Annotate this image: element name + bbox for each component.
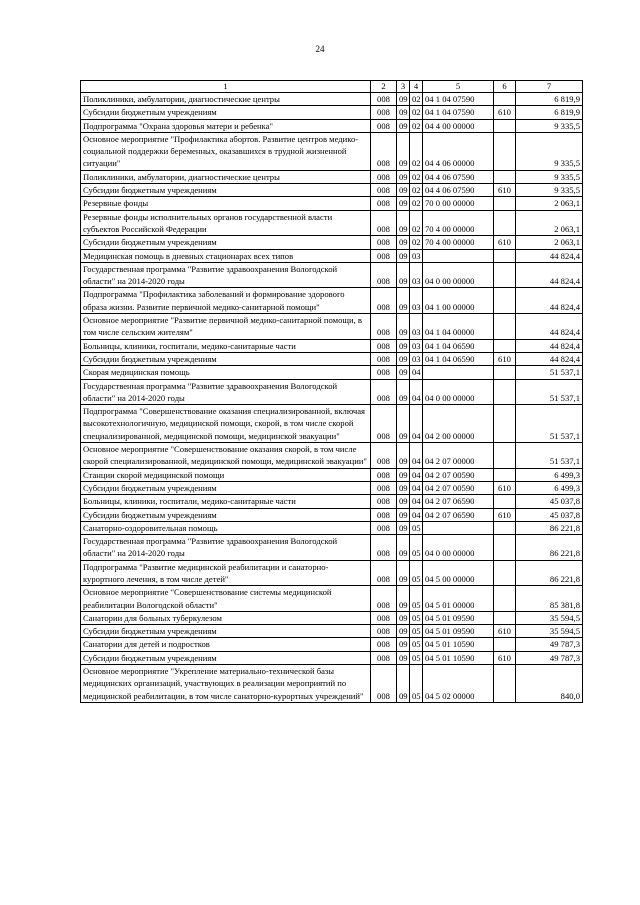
expense-type-cell: 610 bbox=[494, 184, 516, 197]
target-article-cell: 04 0 00 00000 bbox=[423, 379, 494, 405]
expense-type-cell bbox=[494, 665, 516, 703]
subsection-cell: 02 bbox=[410, 210, 423, 236]
expense-type-cell bbox=[494, 262, 516, 288]
subsection-cell: 02 bbox=[410, 236, 423, 249]
table-row bbox=[81, 288, 583, 314]
subsection-cell: 04 bbox=[410, 468, 423, 481]
row-name-cell: Санатории для детей и подростков bbox=[81, 638, 371, 651]
section-cell: 09 bbox=[397, 481, 410, 494]
amount-cell: 44 824,4 bbox=[516, 249, 583, 262]
amount-cell: 51 537,1 bbox=[516, 443, 583, 469]
target-article-cell bbox=[423, 521, 494, 534]
section-cell: 09 bbox=[397, 236, 410, 249]
table-row bbox=[81, 366, 583, 379]
section-cell: 09 bbox=[397, 184, 410, 197]
row-name-cell: Медицинская помощь в дневных стационарах всех типов bbox=[81, 249, 371, 262]
table-row bbox=[81, 405, 583, 443]
amount-cell: 9 335,5 bbox=[516, 170, 583, 183]
subsection-cell: 05 bbox=[410, 560, 423, 586]
amount-cell: 9 335,5 bbox=[516, 184, 583, 197]
subsection-cell: 04 bbox=[410, 379, 423, 405]
section-cell: 09 bbox=[397, 443, 410, 469]
section-cell: 09 bbox=[397, 405, 410, 443]
amount-cell: 86 221,8 bbox=[516, 535, 583, 561]
amount-cell: 6 499,3 bbox=[516, 481, 583, 494]
subsection-cell: 04 bbox=[410, 508, 423, 521]
ministry-code-cell: 008 bbox=[371, 249, 397, 262]
subsection-cell: 02 bbox=[410, 119, 423, 132]
amount-cell: 49 787,3 bbox=[516, 638, 583, 651]
row-name-cell: Подпрограмма "Охрана здоровья матери и ребенка" bbox=[81, 119, 371, 132]
expense-type-cell bbox=[494, 405, 516, 443]
amount-cell: 2 063,1 bbox=[516, 236, 583, 249]
table-row bbox=[81, 262, 583, 288]
amount-cell: 45 037,8 bbox=[516, 495, 583, 508]
target-article-cell: 04 1 04 07590 bbox=[423, 93, 494, 106]
ministry-code-cell: 008 bbox=[371, 197, 397, 210]
section-cell: 09 bbox=[397, 93, 410, 106]
target-article-cell: 04 5 01 09590 bbox=[423, 611, 494, 624]
table-row bbox=[81, 665, 583, 703]
expense-type-cell: 610 bbox=[494, 651, 516, 664]
subsection-cell: 05 bbox=[410, 625, 423, 638]
expense-type-cell bbox=[494, 93, 516, 106]
table-row bbox=[81, 379, 583, 405]
section-cell: 09 bbox=[397, 508, 410, 521]
table-row bbox=[81, 508, 583, 521]
target-article-cell: 04 4 06 07590 bbox=[423, 184, 494, 197]
amount-cell: 49 787,3 bbox=[516, 651, 583, 664]
expense-type-cell bbox=[494, 249, 516, 262]
subsection-cell: 03 bbox=[410, 339, 423, 352]
subsection-cell: 04 bbox=[410, 495, 423, 508]
table-row bbox=[81, 443, 583, 469]
column-header: 6 bbox=[494, 81, 516, 93]
ministry-code-cell: 008 bbox=[371, 638, 397, 651]
section-cell: 09 bbox=[397, 535, 410, 561]
table-row bbox=[81, 535, 583, 561]
table-row bbox=[81, 170, 583, 183]
ministry-code-cell: 008 bbox=[371, 379, 397, 405]
ministry-code-cell: 008 bbox=[371, 132, 397, 170]
amount-cell: 9 335,5 bbox=[516, 119, 583, 132]
subsection-cell: 04 bbox=[410, 481, 423, 494]
table-row bbox=[81, 611, 583, 624]
ministry-code-cell: 008 bbox=[371, 366, 397, 379]
expense-type-cell: 610 bbox=[494, 236, 516, 249]
subsection-cell: 04 bbox=[410, 443, 423, 469]
ministry-code-cell: 008 bbox=[371, 665, 397, 703]
table-row bbox=[81, 314, 583, 340]
row-name-cell: Поликлиники, амбулатории, диагностические центры bbox=[81, 170, 371, 183]
column-header: 3 bbox=[397, 81, 410, 93]
expense-type-cell bbox=[494, 366, 516, 379]
section-cell: 09 bbox=[397, 339, 410, 352]
table-row bbox=[81, 481, 583, 494]
amount-cell: 2 063,1 bbox=[516, 197, 583, 210]
target-article-cell: 04 4 06 07590 bbox=[423, 170, 494, 183]
target-article-cell: 04 4 00 00000 bbox=[423, 119, 494, 132]
ministry-code-cell: 008 bbox=[371, 508, 397, 521]
amount-cell: 85 381,8 bbox=[516, 586, 583, 612]
section-cell: 09 bbox=[397, 665, 410, 703]
target-article-cell: 04 2 07 06590 bbox=[423, 508, 494, 521]
amount-cell: 51 537,1 bbox=[516, 366, 583, 379]
expense-type-cell bbox=[494, 210, 516, 236]
table-row bbox=[81, 93, 583, 106]
ministry-code-cell: 008 bbox=[371, 481, 397, 494]
expense-type-cell bbox=[494, 468, 516, 481]
row-name-cell: Основное мероприятие "Укрепление материально-технической базы медицинских организаций, участвующих в реализации мероприятий по медицинской реабилитации, в том числе санаторно-курортных учреждений" bbox=[81, 665, 371, 703]
amount-cell: 35 594,5 bbox=[516, 625, 583, 638]
row-name-cell: Субсидии бюджетным учреждениям bbox=[81, 508, 371, 521]
expense-type-cell bbox=[494, 379, 516, 405]
amount-cell: 51 537,1 bbox=[516, 379, 583, 405]
subsection-cell: 02 bbox=[410, 197, 423, 210]
expense-type-cell bbox=[494, 119, 516, 132]
ministry-code-cell: 008 bbox=[371, 184, 397, 197]
expense-type-cell bbox=[494, 339, 516, 352]
target-article-cell: 04 4 06 00000 bbox=[423, 132, 494, 170]
expense-type-cell bbox=[494, 560, 516, 586]
row-name-cell: Субсидии бюджетным учреждениям bbox=[81, 481, 371, 494]
row-name-cell: Санатории для больных туберкулезом bbox=[81, 611, 371, 624]
section-cell: 09 bbox=[397, 262, 410, 288]
ministry-code-cell: 008 bbox=[371, 314, 397, 340]
section-cell: 09 bbox=[397, 288, 410, 314]
target-article-cell: 04 1 00 00000 bbox=[423, 288, 494, 314]
subsection-cell: 02 bbox=[410, 184, 423, 197]
amount-cell: 86 221,8 bbox=[516, 560, 583, 586]
row-name-cell: Субсидии бюджетным учреждениям bbox=[81, 184, 371, 197]
table-row bbox=[81, 197, 583, 210]
ministry-code-cell: 008 bbox=[371, 288, 397, 314]
row-name-cell: Больницы, клиники, госпитали, медико-санитарные части bbox=[81, 339, 371, 352]
section-cell: 09 bbox=[397, 106, 410, 119]
ministry-code-cell: 008 bbox=[371, 625, 397, 638]
subsection-cell: 02 bbox=[410, 132, 423, 170]
section-cell: 09 bbox=[397, 132, 410, 170]
row-name-cell: Государственная программа "Развитие здравоохранения Вологодской области" на 2014-2020 годы bbox=[81, 379, 371, 405]
row-name-cell: Санаторно-оздоровительная помощь bbox=[81, 521, 371, 534]
target-article-cell: 04 2 07 00590 bbox=[423, 481, 494, 494]
ministry-code-cell: 008 bbox=[371, 521, 397, 534]
expense-type-cell bbox=[494, 586, 516, 612]
table-row bbox=[81, 560, 583, 586]
target-article-cell: 04 1 04 00000 bbox=[423, 314, 494, 340]
section-cell: 09 bbox=[397, 586, 410, 612]
subsection-cell: 05 bbox=[410, 521, 423, 534]
section-cell: 09 bbox=[397, 379, 410, 405]
ministry-code-cell: 008 bbox=[371, 560, 397, 586]
amount-cell: 35 594,5 bbox=[516, 611, 583, 624]
row-name-cell: Субсидии бюджетным учреждениям bbox=[81, 236, 371, 249]
amount-cell: 44 824,4 bbox=[516, 288, 583, 314]
subsection-cell: 03 bbox=[410, 314, 423, 340]
section-cell: 09 bbox=[397, 197, 410, 210]
column-header: 4 bbox=[410, 81, 423, 93]
row-name-cell: Основное мероприятие "Совершенствование системы медицинской реабилитации Вологодской области" bbox=[81, 586, 371, 612]
section-cell: 09 bbox=[397, 521, 410, 534]
table-row bbox=[81, 586, 583, 612]
table-row bbox=[81, 210, 583, 236]
ministry-code-cell: 008 bbox=[371, 352, 397, 365]
column-header: 7 bbox=[516, 81, 583, 93]
amount-cell: 6 819,9 bbox=[516, 93, 583, 106]
section-cell: 09 bbox=[397, 210, 410, 236]
ministry-code-cell: 008 bbox=[371, 170, 397, 183]
amount-cell: 44 824,4 bbox=[516, 339, 583, 352]
row-name-cell: Основное мероприятие "Совершенствование оказания скорой, в том числе скорой специализированной, медицинской помощи, медицинской эвакуации" bbox=[81, 443, 371, 469]
amount-cell: 45 037,8 bbox=[516, 508, 583, 521]
target-article-cell: 70 0 00 00000 bbox=[423, 197, 494, 210]
row-name-cell: Резервные фонды исполнительных органов государственной власти субъектов Российской Федерации bbox=[81, 210, 371, 236]
subsection-cell: 03 bbox=[410, 262, 423, 288]
amount-cell: 6 819,9 bbox=[516, 106, 583, 119]
target-article-cell: 04 5 01 10590 bbox=[423, 651, 494, 664]
ministry-code-cell: 008 bbox=[371, 443, 397, 469]
expense-type-cell bbox=[494, 495, 516, 508]
table-row bbox=[81, 119, 583, 132]
ministry-code-cell: 008 bbox=[371, 93, 397, 106]
subsection-cell: 05 bbox=[410, 535, 423, 561]
row-name-cell: Подпрограмма "Профилактика заболеваний и формирование здорового образа жизни. Развитие первичной медико-санитарной помощи" bbox=[81, 288, 371, 314]
subsection-cell: 02 bbox=[410, 106, 423, 119]
target-article-cell: 04 2 07 00590 bbox=[423, 468, 494, 481]
ministry-code-cell: 008 bbox=[371, 210, 397, 236]
section-cell: 09 bbox=[397, 366, 410, 379]
expense-type-cell: 610 bbox=[494, 481, 516, 494]
ministry-code-cell: 008 bbox=[371, 586, 397, 612]
table-row bbox=[81, 468, 583, 481]
table-row bbox=[81, 184, 583, 197]
target-article-cell: 04 2 07 00000 bbox=[423, 443, 494, 469]
target-article-cell: 04 5 00 00000 bbox=[423, 560, 494, 586]
subsection-cell: 03 bbox=[410, 352, 423, 365]
target-article-cell: 04 1 04 07590 bbox=[423, 106, 494, 119]
section-cell: 09 bbox=[397, 249, 410, 262]
target-article-cell: 04 1 04 06590 bbox=[423, 339, 494, 352]
ministry-code-cell: 008 bbox=[371, 106, 397, 119]
row-name-cell: Резервные фонды bbox=[81, 197, 371, 210]
amount-cell: 9 335,5 bbox=[516, 132, 583, 170]
table-row bbox=[81, 132, 583, 170]
ministry-code-cell: 008 bbox=[371, 468, 397, 481]
target-article-cell: 04 5 01 10590 bbox=[423, 638, 494, 651]
row-name-cell: Подпрограмма "Развитие медицинской реабилитации и санаторно-курортного лечения, в том числе детей" bbox=[81, 560, 371, 586]
expense-type-cell bbox=[494, 638, 516, 651]
budget-table bbox=[80, 80, 583, 703]
expense-type-cell: 610 bbox=[494, 625, 516, 638]
subsection-cell: 04 bbox=[410, 405, 423, 443]
table-row bbox=[81, 495, 583, 508]
section-cell: 09 bbox=[397, 638, 410, 651]
table-row bbox=[81, 625, 583, 638]
table-row bbox=[81, 249, 583, 262]
subsection-cell: 05 bbox=[410, 586, 423, 612]
amount-cell: 2 063,1 bbox=[516, 210, 583, 236]
section-cell: 09 bbox=[397, 170, 410, 183]
target-article-cell: 04 5 01 09590 bbox=[423, 625, 494, 638]
row-name-cell: Основное мероприятие "Развитие первичной медико-санитарной помощи, в том числе сельским жителям" bbox=[81, 314, 371, 340]
expense-type-cell: 610 bbox=[494, 508, 516, 521]
ministry-code-cell: 008 bbox=[371, 262, 397, 288]
expense-type-cell bbox=[494, 288, 516, 314]
row-name-cell: Поликлиники, амбулатории, диагностические центры bbox=[81, 93, 371, 106]
subsection-cell: 02 bbox=[410, 170, 423, 183]
target-article-cell: 70 4 00 00000 bbox=[423, 210, 494, 236]
row-name-cell: Государственная программа "Развитие здравоохранения Вологодской области" на 2014-2020 годы bbox=[81, 262, 371, 288]
amount-cell: 44 824,4 bbox=[516, 262, 583, 288]
expense-type-cell: 610 bbox=[494, 106, 516, 119]
table-row bbox=[81, 236, 583, 249]
subsection-cell: 03 bbox=[410, 249, 423, 262]
row-name-cell: Скорая медицинская помощь bbox=[81, 366, 371, 379]
expense-type-cell bbox=[494, 132, 516, 170]
table-row bbox=[81, 339, 583, 352]
page-number: 24 bbox=[315, 44, 325, 54]
table-row bbox=[81, 521, 583, 534]
expense-type-cell bbox=[494, 521, 516, 534]
table-row bbox=[81, 638, 583, 651]
expense-type-cell bbox=[494, 443, 516, 469]
row-name-cell: Субсидии бюджетным учреждениям bbox=[81, 106, 371, 119]
ministry-code-cell: 008 bbox=[371, 495, 397, 508]
subsection-cell: 05 bbox=[410, 651, 423, 664]
row-name-cell: Станции скорой медицинской помощи bbox=[81, 468, 371, 481]
target-article-cell bbox=[423, 249, 494, 262]
target-article-cell: 70 4 00 00000 bbox=[423, 236, 494, 249]
table-row bbox=[81, 651, 583, 664]
section-cell: 09 bbox=[397, 651, 410, 664]
table-row bbox=[81, 106, 583, 119]
ministry-code-cell: 008 bbox=[371, 339, 397, 352]
target-article-cell: 04 0 00 00000 bbox=[423, 262, 494, 288]
header-row bbox=[81, 81, 583, 93]
row-name-cell: Субсидии бюджетным учреждениям bbox=[81, 625, 371, 638]
ministry-code-cell: 008 bbox=[371, 236, 397, 249]
target-article-cell: 04 1 04 06590 bbox=[423, 352, 494, 365]
amount-cell: 6 499,3 bbox=[516, 468, 583, 481]
ministry-code-cell: 008 bbox=[371, 535, 397, 561]
ministry-code-cell: 008 bbox=[371, 611, 397, 624]
section-cell: 09 bbox=[397, 560, 410, 586]
expense-type-cell: 610 bbox=[494, 352, 516, 365]
column-header: 2 bbox=[371, 81, 397, 93]
section-cell: 09 bbox=[397, 625, 410, 638]
expense-type-cell bbox=[494, 535, 516, 561]
column-header: 5 bbox=[423, 81, 494, 93]
row-name-cell: Государственная программа "Развитие здравоохранения Вологодской области" на 2014-2020 годы bbox=[81, 535, 371, 561]
subsection-cell: 02 bbox=[410, 93, 423, 106]
target-article-cell: 04 5 01 00000 bbox=[423, 586, 494, 612]
expense-type-cell bbox=[494, 170, 516, 183]
target-article-cell: 04 5 02 00000 bbox=[423, 665, 494, 703]
ministry-code-cell: 008 bbox=[371, 651, 397, 664]
column-header: 1 bbox=[81, 81, 371, 93]
amount-cell: 840,0 bbox=[516, 665, 583, 703]
row-name-cell: Основное мероприятие "Профилактика абортов. Развитие центров медико-социальной поддержки беременных, оказавшихся в трудной жизненной ситуации" bbox=[81, 132, 371, 170]
subsection-cell: 05 bbox=[410, 611, 423, 624]
amount-cell: 44 824,4 bbox=[516, 352, 583, 365]
subsection-cell: 03 bbox=[410, 288, 423, 314]
row-name-cell: Больницы, клиники, госпитали, медико-санитарные части bbox=[81, 495, 371, 508]
expense-type-cell bbox=[494, 314, 516, 340]
section-cell: 09 bbox=[397, 611, 410, 624]
section-cell: 09 bbox=[397, 314, 410, 340]
ministry-code-cell: 008 bbox=[371, 405, 397, 443]
row-name-cell: Подпрограмма "Совершенствование оказания специализированной, включая высокотехнологичную, медицинской помощи, скорой, в том числе скорой специализированной, медицинской помощи, медицинской эвакуации" bbox=[81, 405, 371, 443]
section-cell: 09 bbox=[397, 352, 410, 365]
target-article-cell bbox=[423, 366, 494, 379]
section-cell: 09 bbox=[397, 495, 410, 508]
ministry-code-cell: 008 bbox=[371, 119, 397, 132]
table-row bbox=[81, 352, 583, 365]
amount-cell: 44 824,4 bbox=[516, 314, 583, 340]
expense-type-cell bbox=[494, 197, 516, 210]
target-article-cell: 04 2 00 00000 bbox=[423, 405, 494, 443]
subsection-cell: 04 bbox=[410, 366, 423, 379]
amount-cell: 86 221,8 bbox=[516, 521, 583, 534]
amount-cell: 51 537,1 bbox=[516, 405, 583, 443]
row-name-cell: Субсидии бюджетным учреждениям bbox=[81, 352, 371, 365]
section-cell: 09 bbox=[397, 119, 410, 132]
row-name-cell: Субсидии бюджетным учреждениям bbox=[81, 651, 371, 664]
subsection-cell: 05 bbox=[410, 665, 423, 703]
subsection-cell: 05 bbox=[410, 638, 423, 651]
expense-type-cell bbox=[494, 611, 516, 624]
section-cell: 09 bbox=[397, 468, 410, 481]
target-article-cell: 04 0 00 00000 bbox=[423, 535, 494, 561]
target-article-cell: 04 2 07 06590 bbox=[423, 495, 494, 508]
